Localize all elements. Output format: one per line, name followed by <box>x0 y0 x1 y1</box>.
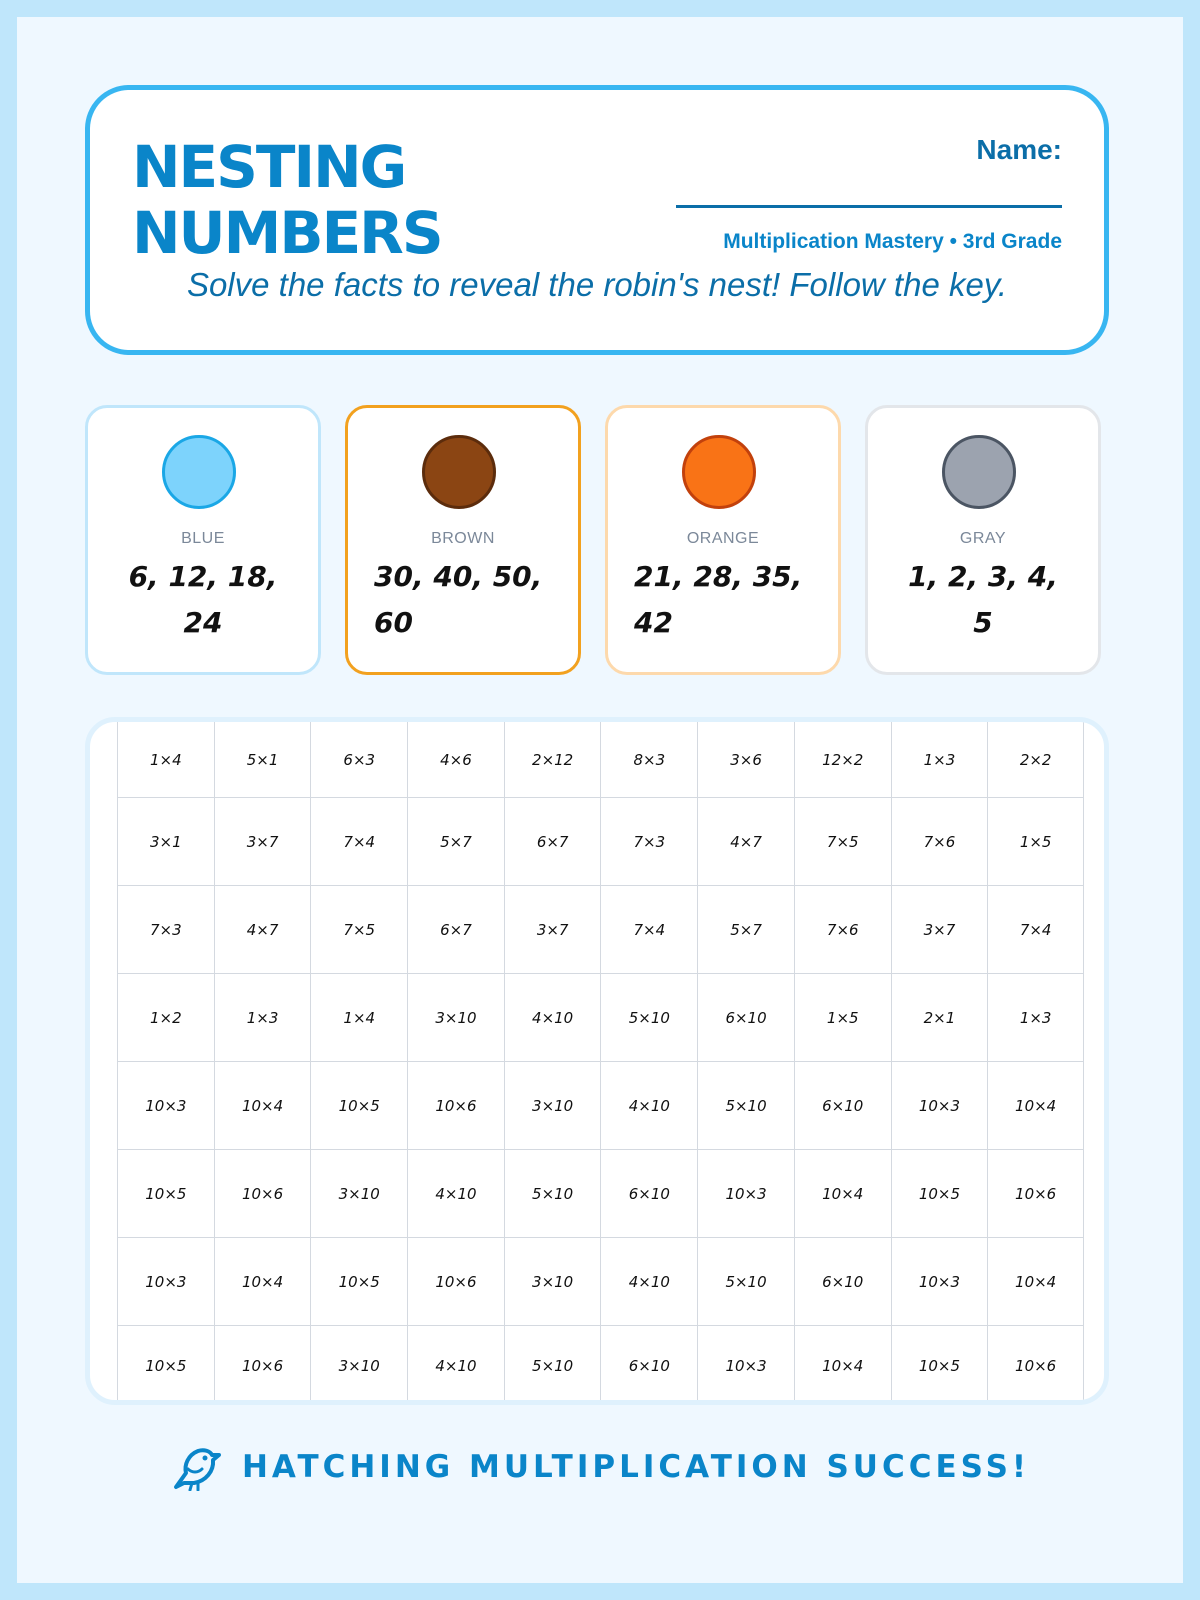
grid-cell[interactable]: 10×5 <box>117 1150 214 1238</box>
grid-cell[interactable]: 4×7 <box>214 886 311 974</box>
key-card-gray <box>865 405 1101 675</box>
grid-cell[interactable]: 4×10 <box>600 1062 697 1150</box>
grid-cell[interactable]: 2×2 <box>987 722 1084 798</box>
grid-cell[interactable]: 6×10 <box>794 1238 891 1326</box>
grid-cell[interactable]: 4×7 <box>697 798 794 886</box>
bird-icon <box>170 1443 222 1491</box>
key-color-name: BROWN <box>431 530 495 547</box>
grid-cell[interactable]: 5×1 <box>214 722 311 798</box>
grid-cell[interactable]: 10×6 <box>407 1238 504 1326</box>
grid-cell[interactable]: 10×6 <box>987 1326 1084 1405</box>
grid-cell[interactable]: 6×10 <box>794 1062 891 1150</box>
grid-cell[interactable]: 7×6 <box>891 798 988 886</box>
grid-cell[interactable]: 7×6 <box>794 886 891 974</box>
grid-cell[interactable]: 3×7 <box>891 886 988 974</box>
key-color-name: ORANGE <box>686 530 760 547</box>
key-values: 21, 28, 35, 42 <box>634 560 803 639</box>
grid-cell[interactable]: 10×3 <box>891 1238 988 1326</box>
worksheet-title <box>132 134 572 266</box>
grid-cell[interactable]: 10×5 <box>310 1062 407 1150</box>
color-swatch-brown <box>422 435 496 509</box>
key-color-name: BLUE <box>181 530 225 547</box>
key-card-blue <box>85 405 321 675</box>
grid-cell[interactable]: 10×6 <box>987 1150 1084 1238</box>
grid-cell[interactable]: 1×4 <box>117 722 214 798</box>
grid-cell[interactable]: 10×5 <box>310 1238 407 1326</box>
grid-cell[interactable]: 10×5 <box>117 1326 214 1405</box>
grid-cell[interactable]: 4×10 <box>407 1150 504 1238</box>
color-swatch-orange <box>682 435 756 509</box>
name-label: Name: <box>976 134 1062 165</box>
key-card-orange <box>605 405 841 675</box>
grid-cell[interactable]: 3×6 <box>697 722 794 798</box>
grid-cell[interactable]: 1×3 <box>891 722 988 798</box>
grid-cell[interactable]: 5×10 <box>504 1150 601 1238</box>
grid-cell[interactable]: 10×5 <box>891 1150 988 1238</box>
grid-cell[interactable]: 2×12 <box>504 722 601 798</box>
grid-cell[interactable]: 3×1 <box>117 798 214 886</box>
grid-cell[interactable]: 3×10 <box>407 974 504 1062</box>
grid-cell[interactable]: 10×4 <box>214 1238 311 1326</box>
title-line-1: NESTING <box>132 133 406 201</box>
grid-cell[interactable]: 5×10 <box>600 974 697 1062</box>
grid-cell[interactable]: 2×1 <box>891 974 988 1062</box>
title-line-2: NUMBERS <box>132 199 442 267</box>
grid-cell[interactable]: 6×7 <box>504 798 601 886</box>
header-card <box>85 85 1109 355</box>
grid-cell[interactable]: 5×10 <box>697 1238 794 1326</box>
grid-cell[interactable]: 1×4 <box>310 974 407 1062</box>
key-values: 30, 40, 50, 60 <box>374 560 543 639</box>
grid-cell[interactable]: 7×5 <box>794 798 891 886</box>
grid-cell[interactable]: 10×4 <box>987 1062 1084 1150</box>
grid-cell[interactable]: 10×3 <box>117 1062 214 1150</box>
grid-cell[interactable]: 3×10 <box>310 1150 407 1238</box>
grid-cell[interactable]: 10×4 <box>794 1326 891 1405</box>
grid-cell[interactable]: 10×4 <box>794 1150 891 1238</box>
color-swatch-blue <box>162 435 236 509</box>
grid-cell[interactable]: 6×7 <box>407 886 504 974</box>
worksheet-page <box>17 17 1183 1583</box>
grid-cell[interactable]: 7×5 <box>310 886 407 974</box>
footer-slogan: HATCHING MULTIPLICATION SUCCESS! <box>241 1449 1031 1485</box>
grid-cell[interactable]: 6×10 <box>600 1326 697 1405</box>
grid-cell[interactable]: 7×4 <box>987 886 1084 974</box>
grid-cell[interactable]: 10×3 <box>117 1238 214 1326</box>
grid-cell[interactable]: 12×2 <box>794 722 891 798</box>
grid-cell[interactable]: 1×3 <box>214 974 311 1062</box>
grid-cell[interactable]: 4×6 <box>407 722 504 798</box>
grid-cell[interactable]: 1×2 <box>117 974 214 1062</box>
grid-cell[interactable]: 4×10 <box>600 1238 697 1326</box>
grid-cell[interactable]: 3×7 <box>504 886 601 974</box>
grid-cell[interactable]: 6×10 <box>600 1150 697 1238</box>
footer <box>17 1437 1183 1497</box>
worksheet-subtitle: Multiplication Mastery • 3rd Grade <box>723 230 1062 253</box>
grid-cell[interactable]: 1×5 <box>794 974 891 1062</box>
grid-cell[interactable]: 10×6 <box>214 1326 311 1405</box>
grid-cell[interactable]: 6×10 <box>697 974 794 1062</box>
name-field[interactable] <box>676 178 1062 208</box>
grid-cell[interactable]: 10×3 <box>697 1150 794 1238</box>
grid-cell[interactable]: 10×6 <box>407 1062 504 1150</box>
grid-cell[interactable]: 1×3 <box>987 974 1084 1062</box>
coloring-grid-frame <box>85 717 1109 1405</box>
coloring-grid <box>117 722 1084 1405</box>
grid-cell[interactable]: 3×7 <box>214 798 311 886</box>
grid-cell[interactable]: 6×3 <box>310 722 407 798</box>
grid-cell[interactable]: 8×3 <box>600 722 697 798</box>
grid-cell[interactable]: 7×3 <box>117 886 214 974</box>
grid-cell[interactable]: 10×3 <box>891 1062 988 1150</box>
grid-cell[interactable]: 10×6 <box>214 1150 311 1238</box>
instructions: Solve the facts to reveal the robin's nest! Follow the key. <box>186 266 1008 303</box>
grid-cell[interactable]: 5×10 <box>697 1062 794 1150</box>
color-swatch-gray <box>942 435 1016 509</box>
grid-cell[interactable]: 7×3 <box>600 798 697 886</box>
grid-cell[interactable]: 5×10 <box>504 1326 601 1405</box>
key-color-name: GRAY <box>959 530 1007 547</box>
grid-cell[interactable]: 4×10 <box>504 974 601 1062</box>
key-values: 6, 12, 18, 24 <box>128 560 278 639</box>
grid-cell[interactable]: 4×10 <box>407 1326 504 1405</box>
grid-cell[interactable]: 5×7 <box>407 798 504 886</box>
grid-cell[interactable]: 10×3 <box>697 1326 794 1405</box>
grid-cell[interactable]: 7×4 <box>310 798 407 886</box>
grid-cell[interactable]: 5×7 <box>697 886 794 974</box>
grid-cell[interactable]: 7×4 <box>600 886 697 974</box>
grid-cell[interactable]: 10×4 <box>987 1238 1084 1326</box>
grid-cell[interactable]: 10×4 <box>214 1062 311 1150</box>
grid-cell[interactable]: 1×5 <box>987 798 1084 886</box>
grid-cell[interactable]: 3×10 <box>504 1062 601 1150</box>
key-values: 1, 2, 3, 4, 5 <box>908 560 1058 639</box>
grid-cell[interactable]: 10×5 <box>891 1326 988 1405</box>
grid-cell[interactable]: 3×10 <box>504 1238 601 1326</box>
key-card-brown <box>345 405 581 675</box>
grid-cell[interactable]: 3×10 <box>310 1326 407 1405</box>
